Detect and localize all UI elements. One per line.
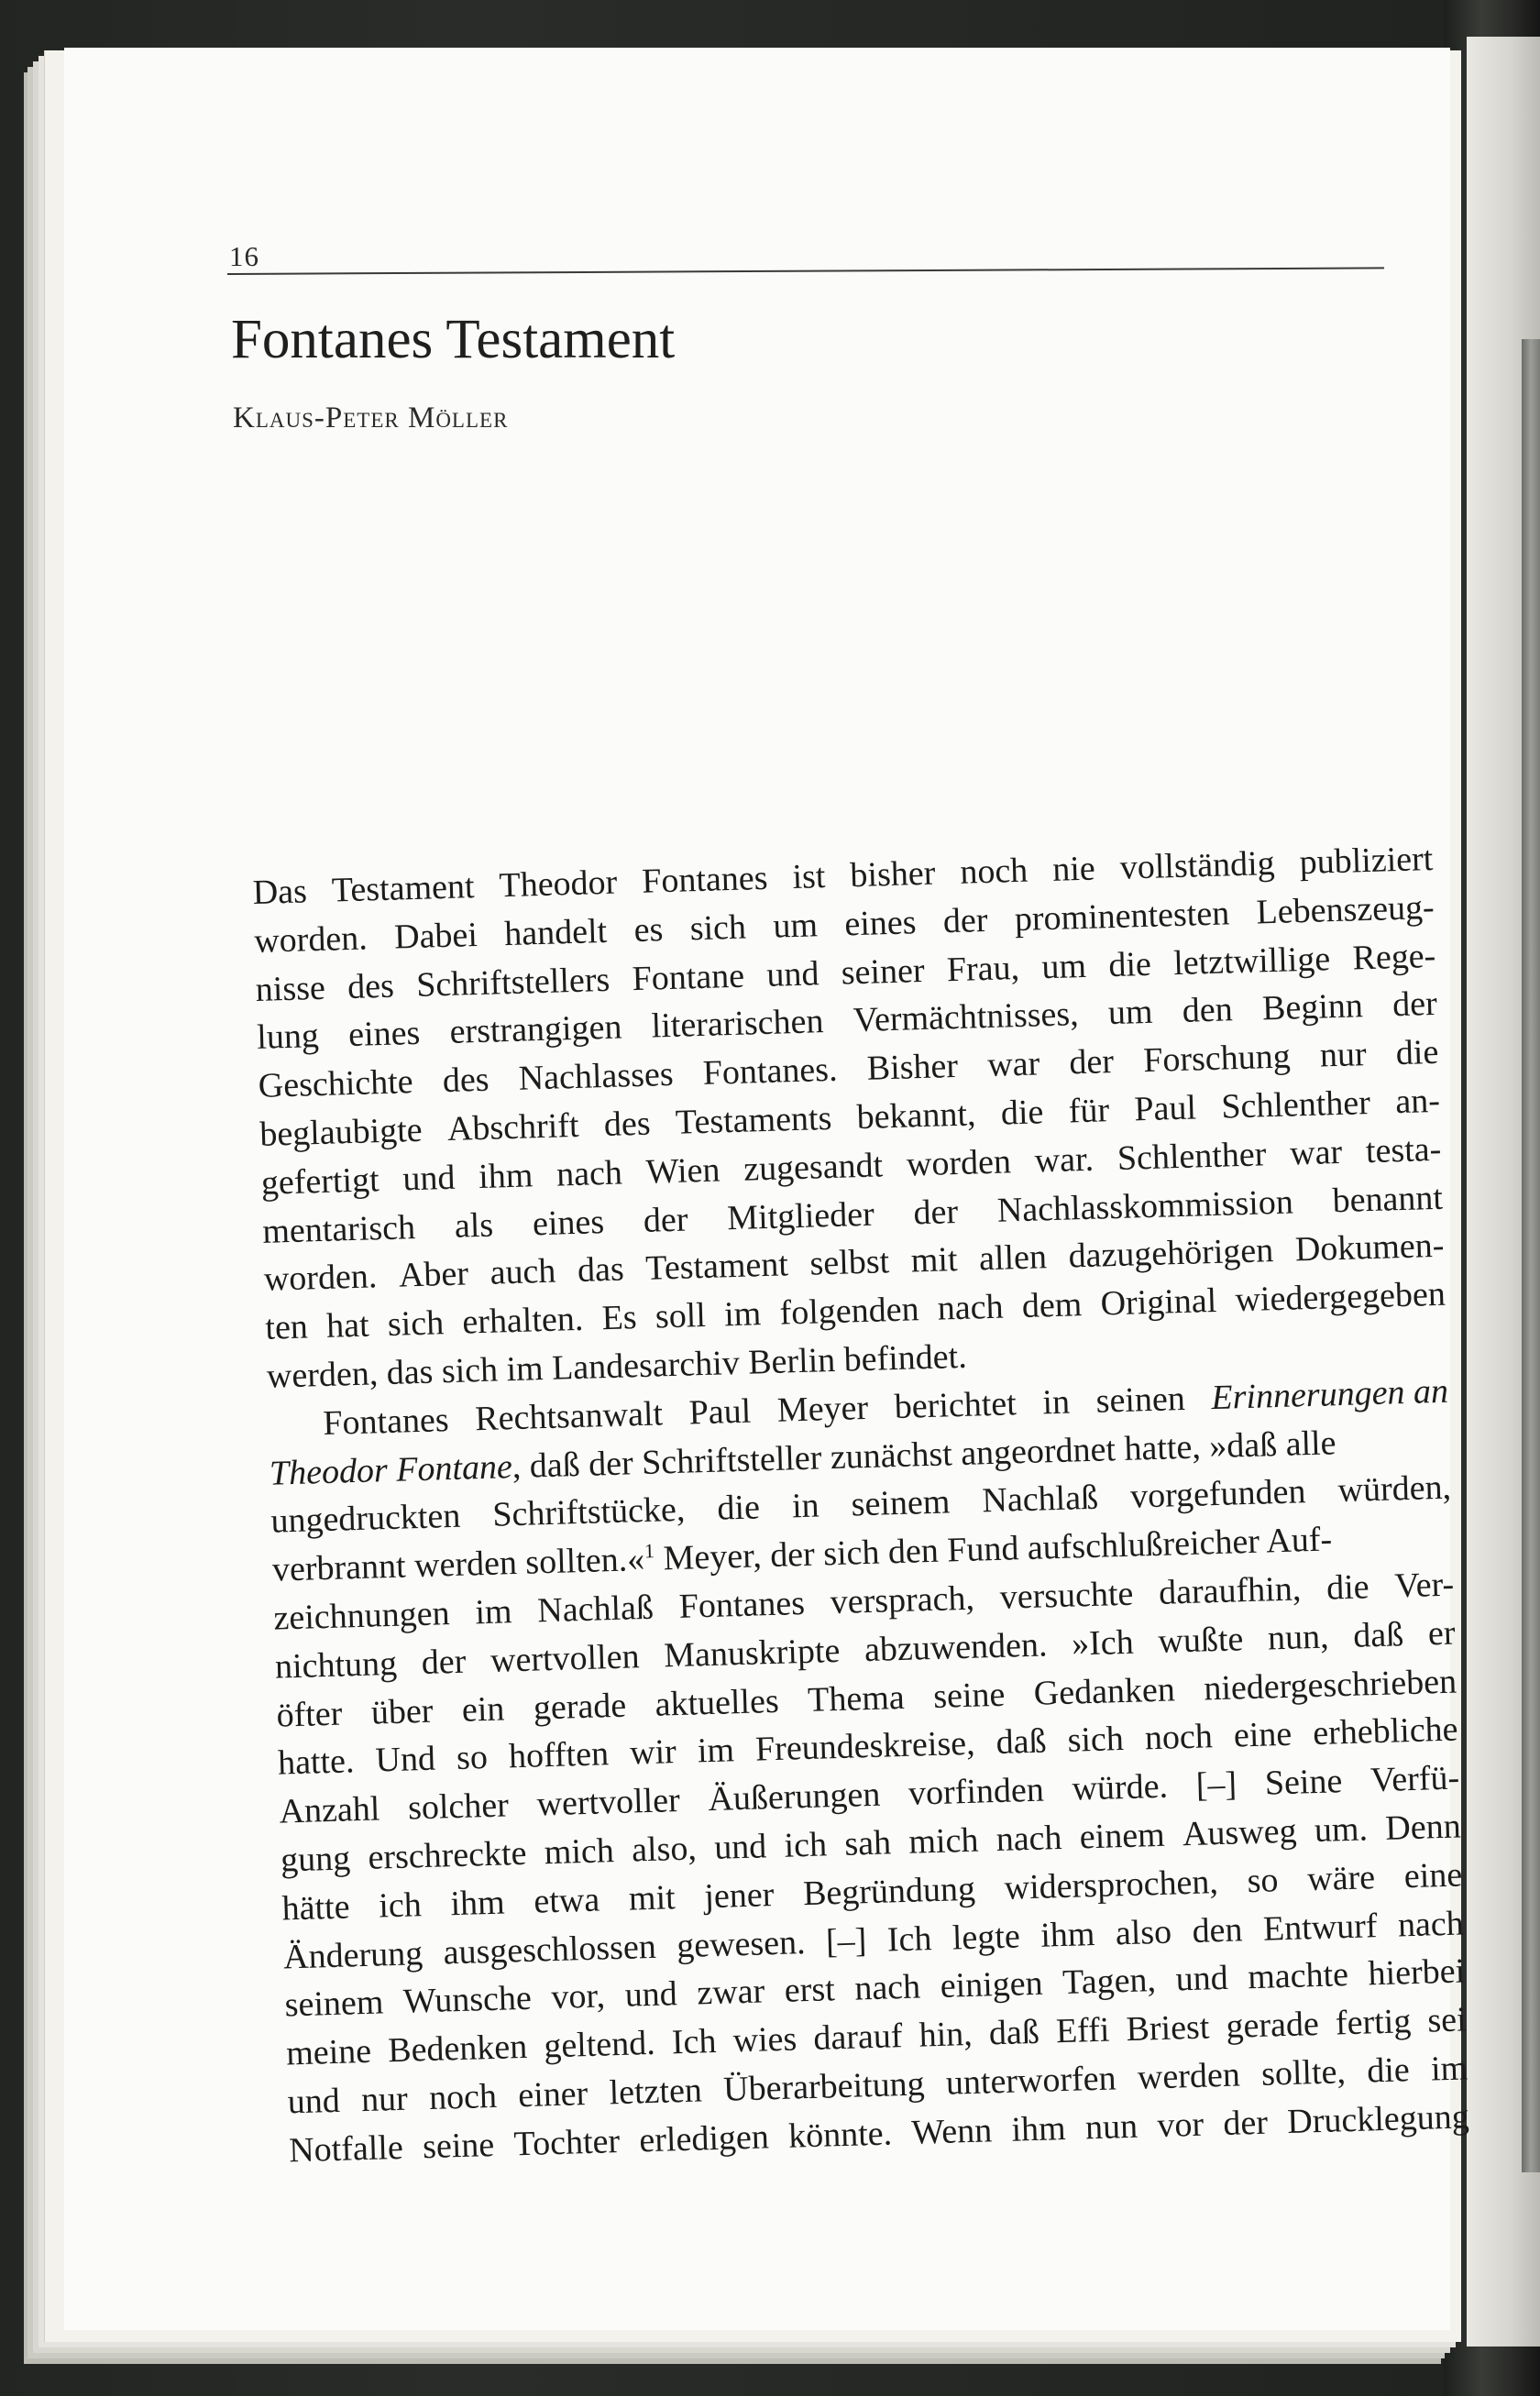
word: Fontanes. <box>702 1050 839 1094</box>
word: geltend. <box>543 2024 656 2066</box>
word: Und <box>374 1739 436 1780</box>
word: und <box>287 2081 341 2122</box>
word: Tochter <box>512 2121 621 2164</box>
word: hierbei <box>1367 1951 1466 1994</box>
word: Briest <box>1125 2007 1210 2050</box>
word: nur <box>1319 1035 1368 1075</box>
word: würde. <box>1071 1766 1169 1808</box>
word: den <box>1182 990 1234 1031</box>
word: erhalten. <box>461 1299 584 1342</box>
word: Paul <box>1133 1088 1197 1129</box>
word: die <box>1395 1033 1439 1073</box>
word: meine <box>285 2031 372 2073</box>
word: solcher <box>407 1786 510 1828</box>
word: und <box>402 1158 456 1199</box>
word: gerade <box>533 1686 627 1728</box>
word: Notfalle <box>288 2127 404 2171</box>
word: zugesandt <box>742 1146 884 1189</box>
word: Ich <box>886 1918 932 1960</box>
word: nichtung <box>274 1643 398 1687</box>
word: nur <box>360 2079 409 2120</box>
book-title-italic: Erinnerungen an <box>1210 1371 1449 1417</box>
word: darauf <box>812 2017 904 2059</box>
word: wäre <box>1306 1857 1376 1899</box>
word: soll <box>654 1296 707 1336</box>
word: also <box>1115 1912 1172 1952</box>
word: testa- <box>1365 1129 1442 1171</box>
word: hat <box>325 1305 370 1346</box>
word: die <box>716 1488 761 1529</box>
word: nach <box>1397 1903 1465 1945</box>
word: [–] <box>1195 1764 1238 1805</box>
word: nach <box>853 1967 921 2008</box>
word: Tagen, <box>1062 1961 1157 2003</box>
word: wiedergegeben <box>1234 1274 1446 1320</box>
word: im <box>474 1592 513 1632</box>
word: versprach, <box>830 1578 975 1622</box>
text-segment: , daß der Schriftsteller zunächst angeordnet hatte, »daß alle <box>512 1423 1337 1486</box>
word: sich <box>689 907 747 949</box>
word: eine <box>1233 1715 1292 1755</box>
word: noch <box>959 851 1028 892</box>
word: vor, <box>550 1976 606 2017</box>
word: der <box>643 1200 689 1240</box>
word: Schriftstellers <box>415 960 610 1005</box>
word: ich <box>783 1825 828 1865</box>
word: und <box>765 953 820 995</box>
word: Rechtsanwalt <box>474 1394 664 1438</box>
word: ausgeschlossen <box>443 1927 657 1973</box>
word: Paul <box>688 1391 752 1433</box>
word: der <box>942 900 989 941</box>
word: eine <box>1403 1855 1463 1896</box>
word: so <box>1247 1860 1279 1900</box>
word: vor <box>1156 2105 1204 2145</box>
word: in <box>1041 1382 1071 1423</box>
word: daraufhin, <box>1158 1569 1302 1612</box>
word: erhebliche <box>1312 1709 1459 1753</box>
word: ihm <box>478 1156 534 1196</box>
word: könnte. <box>787 2114 893 2156</box>
word: wußte <box>1157 1619 1244 1661</box>
paragraph-2-rest <box>273 1561 1470 2175</box>
word: Nachlaß <box>981 1478 1099 1521</box>
word: Freundeskreise, <box>754 1724 976 1769</box>
word: über <box>370 1691 434 1732</box>
word: benannt <box>1332 1178 1444 1220</box>
word: allen <box>978 1237 1048 1279</box>
word: für <box>1068 1091 1110 1131</box>
word: publiziert <box>1299 839 1434 883</box>
word: auch <box>490 1252 556 1293</box>
word: Seine <box>1264 1762 1343 1803</box>
word: eines <box>532 1202 605 1243</box>
word: die <box>1000 1093 1044 1133</box>
word: der <box>1068 1042 1115 1083</box>
word: ihm <box>449 1883 506 1923</box>
word: Vermächtnisses, <box>852 995 1080 1040</box>
word: mich <box>908 1820 979 1862</box>
word: war. <box>1034 1139 1094 1181</box>
word: seinem <box>284 1983 384 2025</box>
word: etwa <box>533 1880 600 1921</box>
word: versuchte <box>999 1574 1134 1617</box>
word: Rege- <box>1351 936 1436 978</box>
word: Fontanes <box>322 1400 450 1443</box>
chapter-author: Klaus-Peter Möller <box>233 401 509 434</box>
word: ihm <box>1010 2108 1067 2149</box>
word: wies <box>732 2019 798 2061</box>
word: vorgefunden <box>1129 1472 1307 1517</box>
word: Wunsche <box>402 1979 533 2022</box>
word: des <box>603 1104 652 1145</box>
word: Beginn <box>1261 986 1364 1028</box>
word: widersprochen, <box>1004 1862 1219 1907</box>
word: als <box>454 1205 494 1246</box>
paragraph-2 <box>268 1367 1470 2174</box>
text-segment: Meyer, der sich den Fund aufschlußreicher Auf- <box>654 1520 1333 1578</box>
word: also, <box>631 1829 698 1870</box>
word: einigen <box>940 1964 1044 2006</box>
word: ungedruckten <box>270 1497 461 1542</box>
word: hatte. <box>277 1742 356 1783</box>
word: ten <box>264 1307 309 1347</box>
word: es <box>633 909 664 950</box>
word: Testaments <box>675 1098 832 1142</box>
word: Schlenther <box>1116 1135 1267 1178</box>
word: zwar <box>696 1972 765 2013</box>
word: dazugehörigen <box>1068 1231 1274 1276</box>
word: Frau, <box>946 948 1020 989</box>
word: mentarisch <box>261 1207 416 1251</box>
word: und <box>624 1974 678 2016</box>
word: um <box>1040 946 1087 986</box>
word: wertvoller <box>536 1781 681 1824</box>
facing-page-shadow <box>1522 339 1540 2172</box>
word: Wien <box>645 1150 721 1192</box>
word: und <box>1175 1959 1229 1999</box>
word: ein <box>461 1689 505 1730</box>
word: Theodor <box>498 863 618 906</box>
text-segment: verbrannt werden sollten.« <box>271 1540 645 1589</box>
word: Meyer <box>776 1388 869 1430</box>
word: Abschrift <box>446 1105 580 1149</box>
word: dem <box>1021 1285 1083 1326</box>
word: erstrangigen <box>449 1007 622 1052</box>
word: sich <box>387 1303 445 1345</box>
word: Dokumen- <box>1294 1226 1445 1269</box>
word: das <box>577 1249 625 1291</box>
word: Das <box>252 872 308 912</box>
word: nie <box>1051 849 1096 889</box>
word: Verfü- <box>1370 1758 1460 1800</box>
word: der <box>421 1642 467 1682</box>
word: eines <box>843 902 918 944</box>
body-text <box>252 835 1470 2175</box>
word: um <box>1107 993 1154 1033</box>
word: den <box>1191 1909 1244 1951</box>
word: im <box>1430 2049 1468 2089</box>
word: Gedanken <box>1033 1669 1176 1713</box>
word: aktuelles <box>654 1681 780 1724</box>
word: unterworfen <box>945 2059 1117 2103</box>
word: nun <box>1084 2106 1138 2148</box>
word: Fontanes <box>678 1583 806 1626</box>
word: der <box>1222 2103 1269 2143</box>
word: »Ich <box>1071 1622 1135 1664</box>
word: des <box>346 966 395 1006</box>
word: zeichnungen <box>272 1594 451 1638</box>
word: Begründung <box>802 1869 976 1913</box>
word: Denn <box>1384 1807 1462 1848</box>
word: die <box>1366 2050 1411 2091</box>
word: nisse <box>255 968 326 1009</box>
word: Nachlasses <box>518 1055 675 1098</box>
word: in <box>791 1486 820 1526</box>
word: letzten <box>608 2071 703 2113</box>
word: hofften <box>508 1734 610 1776</box>
word: seinem <box>851 1482 951 1524</box>
word: Änderung <box>282 1933 424 1977</box>
word: Dabei <box>393 915 478 957</box>
word: Es <box>601 1298 638 1338</box>
word: letztwillige <box>1172 939 1331 983</box>
word: Mitglieder <box>726 1194 875 1237</box>
word: seinen <box>1095 1379 1186 1421</box>
word: worden. <box>263 1257 378 1300</box>
word: nach <box>937 1287 1005 1328</box>
word: seine <box>422 2125 495 2166</box>
word: Anzahl <box>279 1789 380 1831</box>
word: Bedenken <box>387 2028 528 2071</box>
word: der <box>1392 984 1438 1025</box>
word: vorfinden <box>908 1770 1045 1813</box>
word: ich <box>378 1885 423 1926</box>
word: Manuskripte <box>663 1631 841 1676</box>
word: Thema <box>807 1677 906 1720</box>
word: ihm <box>1040 1914 1095 1955</box>
word: nun, <box>1267 1617 1330 1658</box>
word: wertvollen <box>490 1636 641 1680</box>
word: berichtet <box>894 1384 1018 1426</box>
word: prominentesten <box>1014 894 1230 939</box>
word: wir <box>629 1732 677 1773</box>
word: Schlenther <box>1220 1083 1371 1127</box>
word: mit <box>628 1877 676 1918</box>
word: mit <box>910 1240 959 1280</box>
word: fertig <box>1335 2002 1412 2043</box>
word: noch <box>1144 1717 1214 1758</box>
word: daß <box>988 2012 1040 2053</box>
word: gung <box>280 1839 351 1880</box>
word: hin, <box>918 2015 974 2055</box>
word: Fontane <box>631 956 745 998</box>
word: an- <box>1394 1081 1441 1122</box>
word: legte <box>952 1916 1021 1958</box>
word: und <box>713 1827 767 1867</box>
word: Schriftstücke, <box>491 1490 686 1535</box>
word: beglaubigte <box>258 1110 424 1154</box>
word: daß <box>1352 1614 1404 1655</box>
word: um. <box>1314 1809 1369 1850</box>
word: eines <box>347 1014 421 1055</box>
word: Ver- <box>1393 1565 1455 1606</box>
word: bekannt, <box>856 1094 977 1138</box>
word: gewesen. <box>676 1922 807 1965</box>
word: bisher <box>849 853 936 896</box>
word: Testament <box>644 1245 789 1289</box>
word: seine <box>932 1675 1006 1716</box>
word: nach <box>556 1153 623 1194</box>
word: Original <box>1100 1281 1217 1324</box>
word: einem <box>1079 1815 1166 1857</box>
word: folgenden <box>778 1290 920 1333</box>
word: seiner <box>841 951 926 993</box>
word: Bisher <box>866 1047 959 1088</box>
word: die <box>1326 1567 1370 1608</box>
word: [–] <box>825 1920 867 1961</box>
word: erschreckte <box>367 1833 528 1877</box>
word: selbst <box>808 1242 890 1284</box>
word: im <box>723 1294 762 1335</box>
text-segment: werden, das sich im Landesarchiv Berlin befindet. <box>266 1336 968 1396</box>
word: gerade <box>1225 2005 1320 2047</box>
word: Ich <box>671 2022 718 2062</box>
word: war <box>1289 1132 1343 1173</box>
word: sei <box>1426 2000 1468 2040</box>
page-number: 16 <box>229 240 259 272</box>
word: mich <box>544 1831 615 1873</box>
word: Äußerungen <box>707 1775 881 1819</box>
word: Geschichte <box>258 1062 414 1106</box>
word: die <box>1107 944 1152 984</box>
word: literarischen <box>651 1002 825 1046</box>
word: noch <box>428 2076 498 2117</box>
word: hätte <box>281 1887 351 1929</box>
word: so <box>456 1738 489 1778</box>
chapter-title: Fontanes Testament <box>231 309 676 370</box>
word: Entwurf <box>1262 1906 1379 1949</box>
word: Fontanes <box>641 858 769 901</box>
word: er <box>1427 1613 1457 1654</box>
word: ist <box>791 857 827 897</box>
word: würden, <box>1336 1467 1452 1511</box>
book-title-italic: Theodor Fontane <box>269 1446 513 1493</box>
word: Lebenszeug- <box>1255 887 1436 932</box>
footnote-ref: 1 <box>644 1539 655 1563</box>
paragraph-1 <box>252 835 1447 1401</box>
word: jener <box>703 1874 775 1916</box>
word: Testament <box>331 867 476 910</box>
word: erst <box>784 1970 836 2011</box>
word: im <box>697 1731 735 1771</box>
word: Nachlaß <box>536 1588 654 1631</box>
word: daß <box>996 1721 1048 1763</box>
word: vollständig <box>1119 843 1276 887</box>
word: Effi <box>1055 2010 1110 2051</box>
word: Drucklegung <box>1286 2097 1470 2141</box>
word: Nachlasskommission <box>996 1182 1294 1230</box>
word: werden <box>1137 2055 1241 2097</box>
word: Aber <box>398 1254 469 1295</box>
word: um <box>772 906 819 946</box>
word: des <box>442 1060 490 1101</box>
word: worden <box>906 1142 1012 1184</box>
word: abzuwenden. <box>864 1625 1048 1669</box>
word: war <box>986 1044 1040 1085</box>
word: sollte, <box>1260 2052 1347 2094</box>
word: nach <box>996 1818 1063 1859</box>
word: öfter <box>275 1694 343 1735</box>
word: Wenn <box>910 2111 993 2152</box>
word: einer <box>517 2073 588 2116</box>
word: Forschung <box>1142 1037 1292 1081</box>
word: niedergeschrieben <box>1203 1662 1458 1709</box>
word: worden. <box>253 918 368 961</box>
word: sich <box>1067 1720 1125 1761</box>
word: machte <box>1247 1955 1349 1997</box>
word: lung <box>256 1017 320 1058</box>
word: erledigen <box>638 2117 770 2160</box>
word: Ausweg <box>1182 1811 1298 1854</box>
word: sah <box>843 1823 892 1863</box>
word: handelt <box>503 911 608 953</box>
word: gefertigt <box>260 1160 380 1203</box>
word: Überarbeitung <box>722 2064 926 2109</box>
word: der <box>912 1192 959 1232</box>
